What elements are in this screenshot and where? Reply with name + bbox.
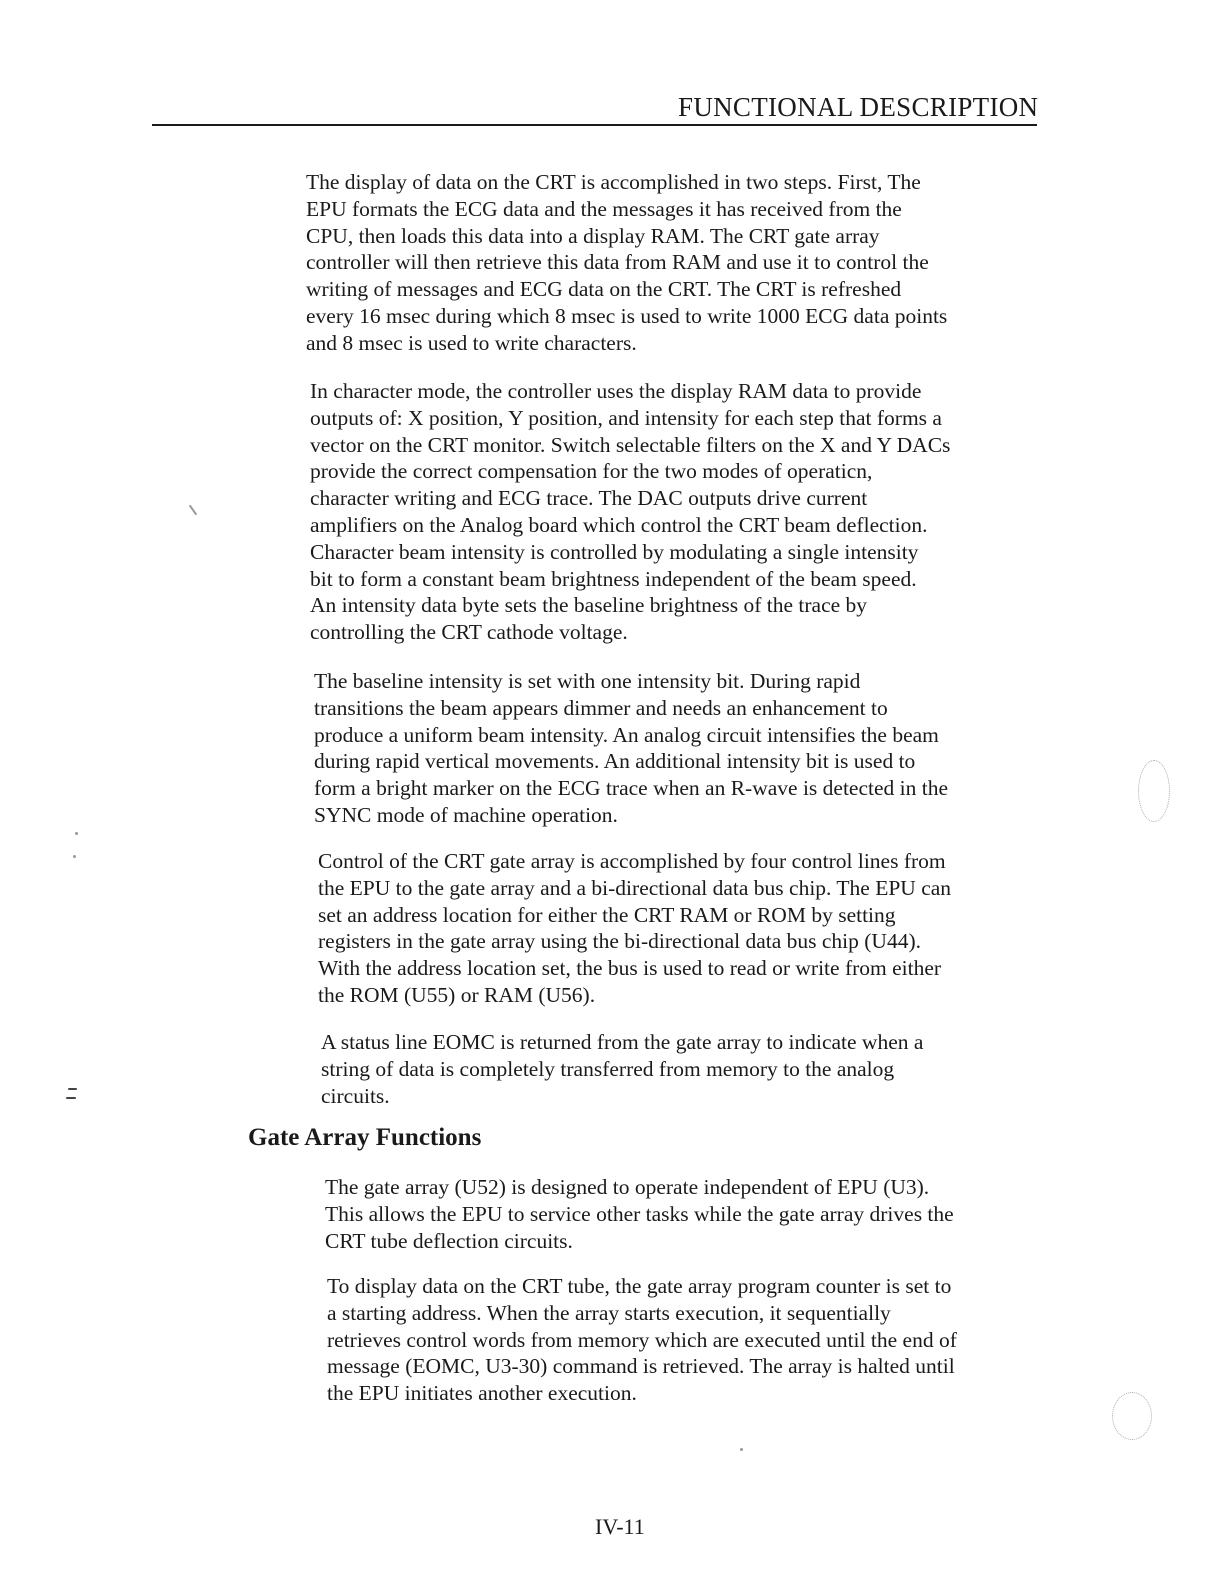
paragraph-gate-array-independent: The gate array (U52) is designed to operate independent of EPU (U3). This allows the EPU to service other tasks while the gate array drives the CRT tube deflection circuits. <box>325 1175 954 1253</box>
scan-mark <box>66 1097 76 1099</box>
paragraph-program-counter: To display data on the CRT tube, the gate array program counter is set to a starting address. When the array starts execution, it sequentially retrieves control words from memory which are executed until the end of message (EOMC, U3-30) command is retrieved. The array is halted until the EPU initiates another execution. <box>327 1274 957 1406</box>
scan-mark <box>75 832 78 835</box>
scan-mark <box>189 505 198 516</box>
paragraph-character-mode: In character mode, the controller uses the display RAM data to provide outputs of: X position, Y position, and intensity for each step that forms a vector on the CRT monitor. Switch selectable filters on the X and Y DACs provide the correct compensation for the two modes of operaticn, character writing and ECG trace. The DAC outputs drive current amplifiers on the Analog board which control the CRT beam deflection. Character beam intensity is controlled by modulating a single intensity bit to form a constant beam brightness independent of the beam speed. An intensity data byte sets the baseline brightness of the trace by controlling the CRT cathode voltage. <box>310 379 951 645</box>
running-header: FUNCTIONAL DESCRIPTION <box>678 92 1039 122</box>
scan-mark <box>68 1088 77 1090</box>
paragraph-crt-display-steps: The display of data on the CRT is accomplished in two steps. First, The EPU formats the ECG data and the messages it has received from the CPU, then loads this data into a display RAM. The CRT gate array controller will then retrieve this data from RAM and use it to control the writing of messages and ECG data on the CRT. The CRT is refreshed every 16 msec during which 8 msec is used to write 1000 ECG data points and 8 msec is used to write characters. <box>306 170 948 355</box>
scan-edge-arc <box>1112 1392 1152 1440</box>
scan-mark <box>73 855 76 858</box>
page-number: IV-11 <box>595 1514 645 1539</box>
section-heading-gate-array-functions: Gate Array Functions <box>248 1124 482 1151</box>
paragraph-baseline-intensity: The baseline intensity is set with one intensity bit. During rapid transitions the beam appears dimmer and needs an enhancement to produce a uniform beam intensity. An analog circuit intensifies the beam during rapid vertical movements. An additional intensity bit is used to form a bright marker on the ECG trace when an R-wave is detected in the SYNC mode of machine operation. <box>314 669 949 827</box>
header-rule <box>152 124 1037 126</box>
paragraph-gate-array-control: Control of the CRT gate array is accomplished by four control lines from the EPU to the gate array and a bi-directional data bus chip. The EPU can set an address location for either the CRT RAM or ROM by setting registers in the gate array using the bi-directional data bus chip (U44). With the address location set, the bus is used to read or write from either the ROM (U55) or RAM (U56). <box>318 849 952 1007</box>
paragraph-status-line-eomc: A status line EOMC is returned from the gate array to indicate when a string of data is completely transferred from memory to the analog circuits. <box>321 1030 924 1108</box>
scan-edge-arc <box>1138 760 1170 822</box>
scan-mark <box>740 1448 743 1451</box>
